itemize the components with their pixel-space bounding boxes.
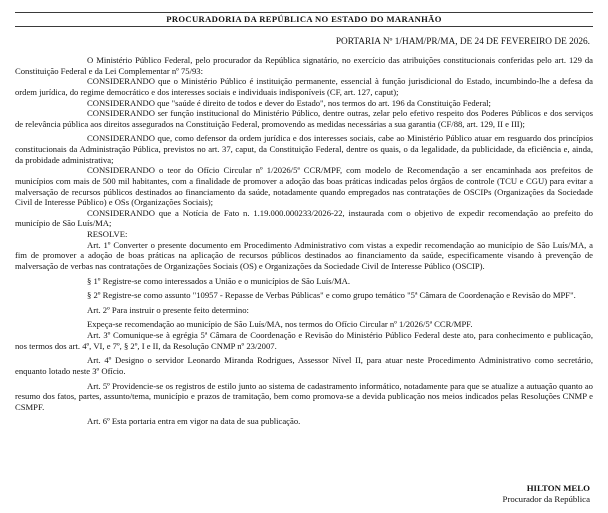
portaria-title: PORTARIA Nº 1/HAM/PR/MA, DE 24 DE FEVEREIRO DE 2026. (335, 37, 590, 47)
preamble-paragraph: O Ministério Público Federal, pelo procurador da República signatário, no exercício das atribuições constitucionais conferidas pelo art. 129 da Constituição Federal e da Lei Complementar nº 75/93: (15, 55, 593, 76)
signature-block (503, 483, 590, 504)
article-2-item: Expeça-se recomendação ao município de São Luís/MA, nos termos do Ofício Circular nº 1/2026/5ª CCR/MPF. (87, 319, 473, 330)
article-1-paragraph-2: § 2º Registre-se como assunto "10957 - Repasse de Verbas Públicas" e como grupo temático "5ª Câmara de Coordenação e Revisão do MPF". (87, 290, 576, 301)
institution-header: PROCURADORIA DA REPÚBLICA NO ESTADO DO MARANHÃO (166, 14, 442, 24)
document-body (15, 55, 593, 427)
considerando-paragraph: CONSIDERANDO que, como defensor da ordem jurídica e dos interesses sociais, cabe ao Ministério Público atuar em resguardo dos princípios constitucionais da Administração Pública, previstos no art. 37, caput, da Constituição Federal, dentre os quais, o da legalidade, da publicidade, da eficiência e, ainda, da probidade administrativa; (15, 133, 593, 165)
article-5: Art. 5º Providencie-se os registros de estilo junto ao sistema de cadastramento informático, notadamente para que se atualize a autuação quanto ao resumo dos fatos, partes, assunto/tema, município e prazos de tramitação, bem como promova-se a devida publicação nos meios indicados pelas Resoluções CNMP e CSMPF. (15, 380, 593, 412)
considerando-paragraph: CONSIDERANDO o teor do Ofício Circular nº 1/2026/5ª CCR/MPF, com modelo de Recomendação a ser encaminhada aos prefeitos de municípios com mais de 500 mil habitantes, com a finalidade de promover a adoção das boas práticas indicadas pelos órgãos de controle (TCU e CGU) para evitar a malversação de recursos públicos destinados ao financiamento da saúde, notadamente quando empregados nas contratações de OSCIPs (Organizações da Sociedade Civil de Interesse Público) e OSs (Organizações Sociais); (15, 165, 593, 208)
considerando-paragraph: CONSIDERANDO ser função institucional do Ministério Público, dentre outras, zelar pelo efetivo respeito dos Poderes Públicos e dos serviços de relevância pública aos direitos assegurados na Constituição Federal, promovendo as medidas necessárias a sua garantia (CF/88, art. 129, II e III); (15, 108, 593, 129)
article-1: Art. 1º Converter o presente documento em Procedimento Administrativo com vistas a expedir recomendação ao município de São Luís/MA, a fim de promover a adoção de boas práticas na aplicação de recursos públicos destinados ao financiamento da saúde, especificamente visando à prevenção de malversação de verbas nas contratações de Organizações Sociais (OS) e Organizações da Sociedade Civil de Interesse Público (OSCIP). (15, 239, 593, 271)
document-page (15, 0, 593, 427)
article-1-paragraph-1: § 1º Registre-se como interessados a União e o municípios de São Luís/MA. (87, 275, 351, 286)
resolve-heading: RESOLVE: (87, 229, 128, 239)
considerando-paragraph: CONSIDERANDO que a Notícia de Fato n. 1.19.000.000233/2026-22, instaurada com o objetivo de expedir recomendação ao prefeito do município de São Luís/MA; (15, 207, 593, 229)
article-2: Art. 2º Para instruir o presente feito determino: (87, 304, 249, 315)
signatory-name: HILTON MELO (526, 483, 590, 493)
considerando-paragraph: CONSIDERANDO que o Ministério Público é instituição permanente, essencial à função jurisdicional do Estado, incumbindo-lhe a defesa da ordem jurídica, do regime democrático e dos interesses sociais e individuais indisponíveis (CF, art. 127, caput); (15, 76, 593, 97)
header-bottom-rule (15, 26, 593, 27)
considerando-paragraph: CONSIDERANDO que "saúde é direito de todos e dever do Estado", nos termos do art. 196 da Constituição Federal; (87, 97, 491, 108)
article-4: Art. 4º Designo o servidor Leonardo Miranda Rodrigues, Assessor Nível II, para atuar neste Procedimento Administrativo como secretário, enquanto lotado neste 3º Ofício. (15, 355, 593, 376)
signatory-role: Procurador da República (502, 493, 590, 504)
article-6: Art. 6º Esta portaria entra em vigor na data de sua publicação. (87, 416, 301, 427)
article-3: Art. 3º Comunique-se à egrégia 5ª Câmara de Coordenação e Revisão do Ministério Público Federal deste ato, para conhecimento e publicação, nos termos dos art. 4º, VI, e 7º, § 2º, I e II, da Resolução CNMP nº 23/2007. (15, 330, 593, 351)
